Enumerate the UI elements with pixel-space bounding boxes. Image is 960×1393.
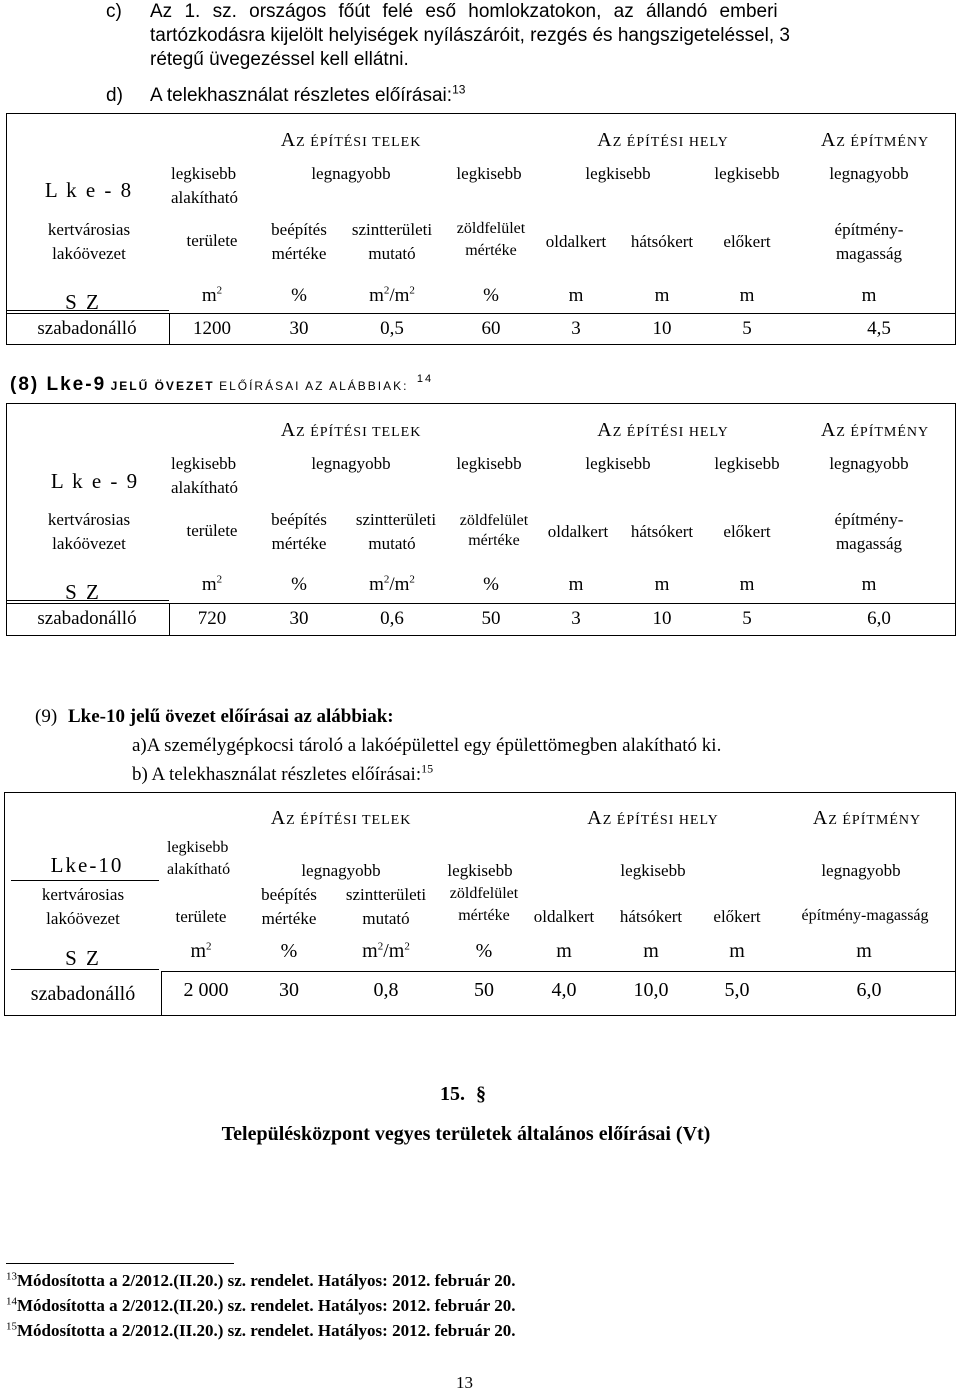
col-header: beépítés [271, 220, 327, 239]
value-cell: 5,0 [724, 979, 750, 1001]
col-header: építmény- [834, 220, 904, 239]
value-cell: 10 [652, 608, 672, 629]
col-header: építmény- [834, 510, 904, 529]
col-header: zöldfelület [459, 512, 529, 529]
col-header: területe [175, 907, 227, 926]
col-header: legnagyobb [829, 454, 909, 473]
header-epitesi-telek: AZ ÉPÍTÉSI TELEK [280, 419, 422, 441]
value-cell: 5 [742, 318, 752, 339]
unit: m [556, 940, 572, 962]
col-header: magasság [835, 244, 903, 263]
section-sign: § [476, 1083, 486, 1105]
col-header: legnagyobb [821, 861, 901, 880]
section-8-heading [10, 373, 433, 396]
section-8-title-b: ELŐÍRÁSAI AZ ALÁBBIAK: [219, 379, 409, 393]
header-epitesi-hely: AZ ÉPÍTÉSI HELY [587, 807, 719, 829]
col-header: területe [186, 521, 238, 540]
list-marker-d: d) [106, 85, 123, 106]
col-header: zöldfelület [449, 885, 519, 902]
sz-label: S Z [65, 580, 101, 604]
value-cell: 3 [571, 318, 581, 339]
unit: % [483, 285, 499, 306]
col-header: szintterületi [351, 220, 433, 239]
col-header: legkisebb [714, 164, 780, 183]
paragraph-line: rétegű üvegezéssel kell ellátni. [150, 49, 409, 70]
col-header: oldalkert [545, 232, 607, 251]
footnote-item [6, 1293, 515, 1318]
header-epitmeny: AZ ÉPÍTMÉNY [820, 419, 930, 441]
unit: $m^2$ [190, 940, 212, 962]
col-header: beépítés [261, 885, 317, 904]
footnote-ref: 14 [416, 373, 434, 385]
footnote-text: Módosította a 2/2012.(II.20.) sz. rendelet. Hatályos: 2012. február 20. [17, 1321, 516, 1340]
unit: m [861, 285, 877, 306]
zone-type-line: kertvárosias [41, 885, 125, 904]
col-header: előkert [723, 522, 771, 541]
section-9-marker: (9) [35, 706, 58, 727]
col-header: építmény-magasság [801, 907, 929, 924]
header-epitmeny: AZ ÉPÍTMÉNY [820, 129, 930, 151]
row-divider [7, 603, 955, 604]
zone-code: L k e - 8 [44, 178, 134, 202]
unit: m [568, 574, 584, 595]
zone-type-line: lakóövezet [46, 909, 120, 928]
col-header: legnagyobb [301, 861, 381, 880]
col-header: mutató [368, 534, 416, 553]
page-number: 13 [456, 1373, 473, 1392]
row-divider [161, 971, 955, 972]
unit: $m^2$ [201, 284, 223, 306]
col-header: legnagyobb [311, 164, 391, 183]
unit: % [280, 940, 298, 962]
section-9-title: Lke-10 jelű övezet előírásai az alábbiak: [68, 706, 394, 727]
value-cell: 720 [197, 608, 227, 629]
value-cell: 60 [481, 318, 501, 339]
col-header: mértéke [458, 907, 510, 924]
col-header: területe [186, 231, 238, 250]
col-header: mutató [362, 909, 410, 928]
unit: % [291, 285, 307, 306]
row-label: szabadonálló [37, 318, 137, 339]
header-epitesi-hely: AZ ÉPÍTÉSI HELY [597, 129, 729, 151]
col-header: előkert [713, 907, 761, 926]
unit: m [729, 940, 745, 962]
unit: m [568, 285, 584, 306]
unit: $m^2/m^2$ [369, 573, 415, 595]
zone-code: L k e - 9 [50, 469, 140, 493]
footnote-item [6, 1268, 515, 1293]
unit: $m^2/m^2$ [362, 940, 410, 962]
chapter-title: Településközpont vegyes területek általános előírásai (Vt) [221, 1123, 711, 1145]
col-header: oldalkert [533, 907, 595, 926]
col-header: legkisebb [585, 454, 651, 473]
sz-underline [7, 310, 169, 311]
col-header: mértéke [465, 242, 517, 259]
paragraph-line: Az 1. sz. országos főút felé eső homlokzatokon, az állandó emberi [150, 1, 778, 22]
value-cell: 0,8 [373, 979, 399, 1001]
header-epitesi-telek: AZ ÉPÍTÉSI TELEK [270, 807, 412, 829]
col-divider [161, 971, 162, 1015]
unit: m [654, 574, 670, 595]
value-cell: 50 [481, 608, 501, 629]
zone-type-line: kertvárosias [47, 220, 131, 239]
section-9-item-b: b) A telekhasználat részletes előírásai:$^{15}$ [132, 761, 434, 785]
col-header: legkisebb [456, 454, 522, 473]
col-header: alakítható [171, 188, 239, 207]
section-8-title-a: JELŰ ÖVEZET [110, 379, 215, 393]
col-header: legkisebb [620, 861, 686, 880]
zone-type-line: lakóövezet [52, 534, 126, 553]
footnote-number: 13 [6, 1270, 17, 1283]
value-cell: 3 [571, 608, 581, 629]
unit: m [856, 940, 872, 962]
col-header: hátsókert [619, 907, 683, 926]
col-divider [169, 603, 170, 635]
col-header: szintterületi [345, 885, 427, 904]
regulation-table-lke9 [6, 403, 956, 636]
value-cell: 30 [289, 608, 309, 629]
col-header: mutató [368, 244, 416, 263]
chapter-number-text: 15. [440, 1083, 465, 1105]
col-header: beépítés [271, 510, 327, 529]
header-epitmeny: AZ ÉPÍTMÉNY [812, 807, 922, 829]
col-header: oldalkert [547, 522, 609, 541]
col-header: legkisebb [456, 164, 522, 183]
col-header: legnagyobb [829, 164, 909, 183]
col-header: mértéke [271, 534, 327, 553]
footnote-ref: 13 [452, 82, 466, 97]
d-text: A telekhasználat részletes előírásai: [150, 85, 453, 106]
col-header: szintterületi [355, 510, 437, 529]
zone-code: Lke-10 [50, 853, 124, 877]
footnote-number: 14 [6, 1295, 17, 1308]
header-epitesi-telek: AZ ÉPÍTÉSI TELEK [280, 129, 422, 151]
value-cell: 30 [279, 979, 299, 1001]
zone-type-line: lakóövezet [52, 244, 126, 263]
footnotes [6, 1268, 515, 1343]
chapter-number [440, 1083, 486, 1106]
footnote-number: 15 [6, 1320, 17, 1333]
value-cell: 30 [289, 318, 309, 339]
col-header: legkisebb [171, 454, 237, 473]
col-header: legnagyobb [311, 454, 391, 473]
unit: m [643, 940, 659, 962]
value-cell: 5 [742, 608, 752, 629]
footnote-text: Módosította a 2/2012.(II.20.) sz. rendelet. Hatályos: 2012. február 20. [17, 1296, 516, 1315]
paragraph-line: tartózkodásra kijelölt helyiségek nyílászáróit, rezgés és hangszigeteléssel, 3 [150, 25, 790, 46]
col-header: legkisebb [447, 861, 513, 880]
value-cell: 10,0 [633, 979, 669, 1001]
unit: m [739, 285, 755, 306]
value-cell: 10 [652, 318, 672, 339]
header-epitesi-hely: AZ ÉPÍTÉSI HELY [597, 419, 729, 441]
unit: $m^2/m^2$ [369, 284, 415, 306]
col-header: legkisebb [171, 164, 237, 183]
regulation-table-lke10 [4, 792, 956, 1016]
col-header: hátsókert [630, 522, 694, 541]
unit: $m^2$ [201, 573, 223, 595]
col-header: hátsókert [630, 232, 694, 251]
col-header: legkisebb [714, 454, 780, 473]
unit: m [654, 285, 670, 306]
value-cell: 6,0 [856, 979, 882, 1001]
unit: m [861, 574, 877, 595]
zone-underline [11, 880, 159, 881]
col-header: legkisebb [585, 164, 651, 183]
footnote-separator [6, 1263, 234, 1264]
value-cell: 6,0 [867, 608, 891, 629]
col-header: mértéke [271, 244, 327, 263]
footnote-item [6, 1318, 515, 1343]
sz-label: S Z [65, 290, 101, 314]
row-label: szabadonálló [30, 983, 136, 1005]
regulation-table-lke8 [6, 113, 956, 345]
unit: % [475, 940, 493, 962]
sz-underline [11, 969, 159, 970]
col-header: előkert [723, 232, 771, 251]
col-header: alakítható [167, 861, 231, 878]
sz-underline [7, 600, 169, 601]
row-label: szabadonálló [37, 608, 137, 629]
list-marker-c: c) [106, 1, 122, 22]
unit: % [291, 574, 307, 595]
zone-type-line: kertvárosias [47, 510, 131, 529]
col-header: magasság [835, 534, 903, 553]
value-cell: 4,0 [551, 979, 577, 1001]
sz-label: S Z [65, 946, 101, 970]
col-header: alakítható [171, 478, 239, 497]
value-cell: 50 [474, 979, 494, 1001]
col-header: mértéke [468, 532, 520, 549]
row-divider [7, 313, 955, 314]
value-cell: 0,5 [380, 318, 404, 339]
value-cell: 0,6 [380, 608, 404, 629]
footnote-text: Módosította a 2/2012.(II.20.) sz. rendelet. Hatályos: 2012. február 20. [17, 1271, 516, 1290]
value-cell: 1200 [193, 318, 231, 339]
section-8-label: (8) Lke-9 [10, 374, 107, 395]
col-header: zöldfelület [456, 220, 526, 237]
col-divider [169, 313, 170, 344]
col-header: legkisebb [167, 839, 229, 856]
value-cell: 4,5 [867, 318, 891, 339]
value-cell: 2 000 [183, 979, 229, 1001]
section-9-item-a: a)A személygépkocsi tároló a lakóépülettel egy épülettömegben alakítható ki. [132, 735, 722, 756]
unit: m [739, 574, 755, 595]
col-header: mértéke [261, 909, 317, 928]
unit: % [483, 574, 499, 595]
paragraph-line [150, 84, 465, 107]
